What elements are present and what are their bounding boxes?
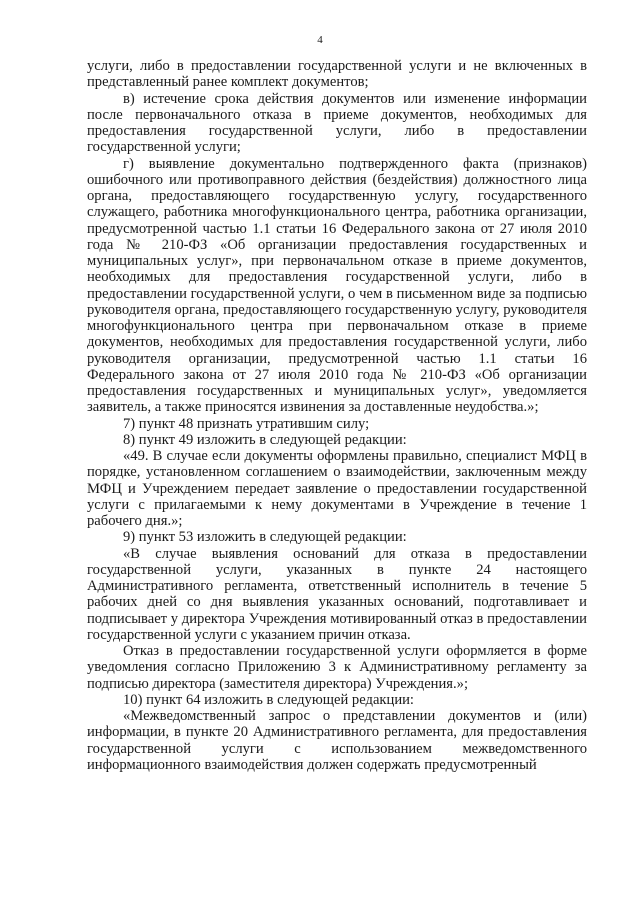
paragraph-item-8: 8) пункт 49 изложить в следующей редакции: <box>123 431 407 448</box>
paragraph-item-9: 9) пункт 53 изложить в следующей редакции: <box>123 529 407 546</box>
document-body <box>87 58 587 773</box>
paragraph-continuation: услуги, либо в предоставлении государственной услуги и не включенных в представленный ранее комплект документов; <box>87 58 587 91</box>
paragraph-item-g: г) выявление документально подтвержденного факта (признаков) ошибочного или противоправного действия (бездействия) должностного лица органа, предоставляющего государственную услугу, государственного служащего, работника многофункционального центра, работника организации, предусмотренной частью 1.1 статьи 16 Федерального закона от 27 июля 2010 года № 210-ФЗ «Об организации предоставления государственных и муниципальных услуг», при первоначальном отказе в приеме документов, необходимых для предоставления государственной услуги, либо в предоставлении государственной услуги, о чем в письменном виде за подписью руководителя органа, предоставляющего государственную услугу, руководителя многофункционального центра при первоначальном отказе в приеме документов, необходимых для предоставления государственной услуги, либо руководителя организации, предусмотренной частью 1.1 статьи 16 Федерального закона от 27 июля 2010 года № 210-ФЗ «Об организации предоставления государственных и муниципальных услуг», уведомляется заявитель, а также приносятся извинения за доставленные неудобства.»; <box>87 155 587 416</box>
page-number: 4 <box>317 34 323 46</box>
paragraph-item-v: в) истечение срока действия документов или изменение информации после первоначального отказа в приеме документов, необходимых для предоставления государственной услуги, либо в предоставлении государственной услуги; <box>87 90 587 156</box>
paragraph-point-49: «49. В случае если документы оформлены правильно, специалист МФЦ в порядке, установленном соглашением о взаимодействии, заключенным между МФЦ и Учреждением передает заявление о предоставлении государственной услуги с прилагаемыми к нему документами в Учреждение в течение 1 рабочего дня.»; <box>87 448 587 529</box>
paragraph-point-53: «В случае выявления оснований для отказа в предоставлении государственной услуги, указанных в пункте 24 настоящего Административного регламента, ответственный исполнитель в течение 5 рабочих дней со дня выявления указанных оснований, подготавливает и подписывает у директора Учреждения мотивированный отказ в предоставлении государственной услуги с указанием причин отказа. <box>87 545 587 643</box>
paragraph-refusal-form: Отказ в предоставлении государственной услуги оформляется в форме уведомления согласно Приложению 3 к Административному регламенту за подписью директора (заместителя директора) Учреждения.»; <box>87 643 587 692</box>
paragraph-item-10: 10) пункт 64 изложить в следующей редакции: <box>123 691 414 708</box>
paragraph-point-64: «Межведомственный запрос о представлении документов и (или) информации, в пункте 20 Административного регламента, для предоставления государственной услуги с использованием межведомственного информационного взаимодействия должен содержать предусмотренный <box>87 708 587 773</box>
paragraph-item-7: 7) пункт 48 признать утратившим силу; <box>123 415 370 432</box>
